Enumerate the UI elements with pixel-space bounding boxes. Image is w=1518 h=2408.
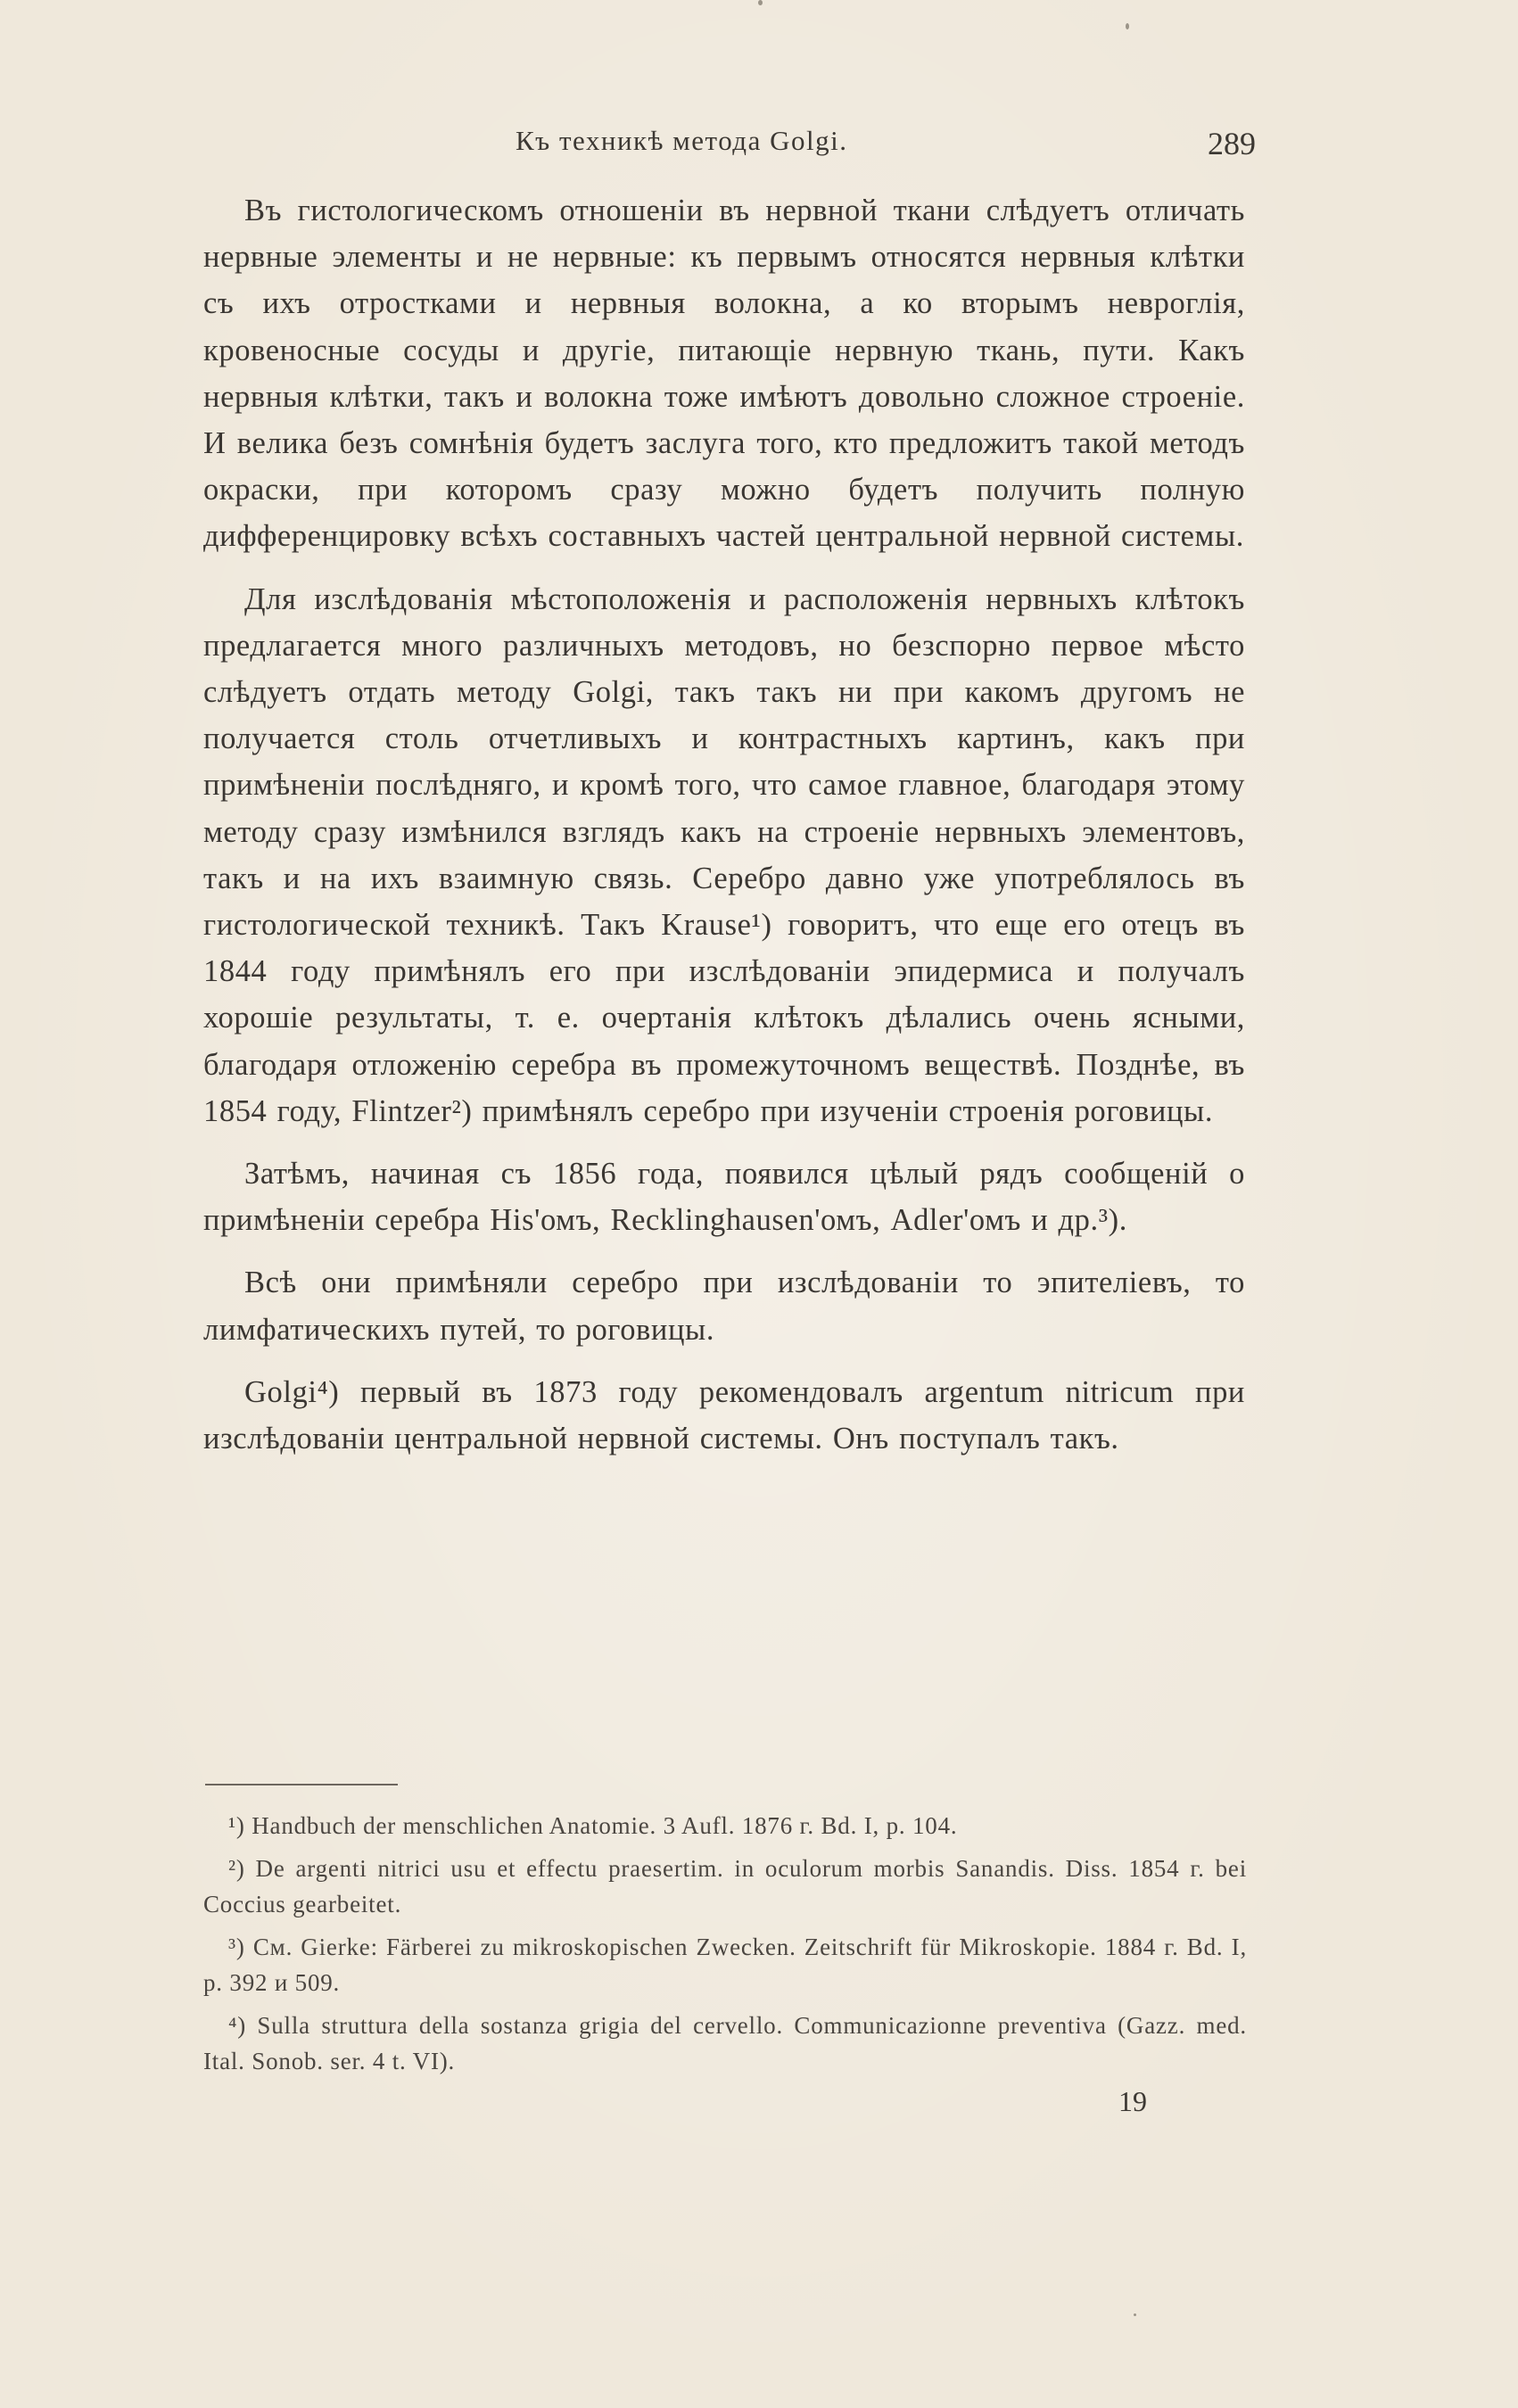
running-head: Къ техникѣ метода Golgi.	[516, 125, 848, 156]
footnotes	[203, 1808, 1247, 2086]
footnote: ¹) Handbuch der menschlichen Anatomie. 3 Aufl. 1876 г. Bd. I, p. 104.	[228, 1812, 958, 1839]
footnote-divider	[205, 1784, 398, 1785]
paragraph: Въ гистологическомъ отношеніи въ нервной ткани слѣдуетъ отличать нервные элементы и не нервные: къ первымъ относятся нервныя клѣтки съ ихъ отростками и нервныя волокна, а ко вторымъ невроглія, кровеносные сосуды и другіе, питающіе нервную ткань, пути. Какъ нервныя клѣтки, такъ и волокна тоже имѣютъ довольно сложное строеніе. И велика безъ сомнѣнія будетъ заслуга того, кто предложитъ такой методъ окраски, при которомъ сразу можно будетъ получить полную дифференцировку всѣхъ составныхъ частей центральной нервной системы.	[203, 194, 1245, 554]
paper-speck	[1134, 2313, 1136, 2316]
footnote: ²) De argenti nitrici usu et effectu praesertim. in oculorum morbis Sanandis. Diss. 1854 г. bei Coccius gearbeitet.	[203, 1855, 1247, 1917]
paragraph: Для изслѣдованія мѣстоположенія и расположенія нервныхъ клѣтокъ предлагается много различныхъ методовъ, но безспорно первое мѣсто слѣдуетъ отдать методу Golgi, такъ такъ ни при какомъ другомъ не получается столь отчетливыхъ и контрастныхъ картинъ, какъ при примѣненіи послѣдняго, и кромѣ того, что самое главное, благодаря этому методу сразу измѣнился взглядъ какъ на строеніе нервныхъ элементовъ, такъ и на ихъ взаимную связь. Серебро давно уже употреблялось въ гистологической техникѣ. Такъ Krause¹) говоритъ, что еще его отецъ въ 1844 году примѣнялъ его при изслѣдованіи эпидермиса и получалъ хорошіе результаты, т. е. очертанія клѣтокъ дѣлались очень ясными, благодаря отложенію серебра въ промежуточномъ веществѣ. Позднѣе, въ 1854 году, Flintzer²) примѣнялъ серебро при изученіи строенія роговицы.	[203, 581, 1245, 1128]
paragraph: Всѣ они примѣняли серебро при изслѣдованіи то эпителіевъ, то лимфатическихъ путей, то роговицы.	[203, 1266, 1245, 1347]
body-text	[203, 187, 1245, 1478]
footnote: ⁴) Sulla struttura della sostanza grigia del cervello. Communicazionne preventiva (Gazz. med. Ital. Sonob. ser. 4 t. VI).	[203, 2012, 1247, 2074]
footnote: ³) См. Gierke: Färberei zu mikroskopischen Zwecken. Zeitschrift für Mikroskopie. 1884 г. Bd. I, p. 392 и 509.	[203, 1934, 1247, 1996]
paragraph: Затѣмъ, начиная съ 1856 года, появился цѣлый рядъ сообщеній о примѣненіи серебра His'омъ, Recklinghausen'омъ, Adler'омъ и др.³).	[203, 1157, 1245, 1238]
paragraph: Golgi⁴) первый въ 1873 году рекомендовалъ argentum nitricum при изслѣдованіи центральной нервной системы. Онъ поступалъ такъ.	[203, 1374, 1245, 1456]
page-number: 289	[1208, 126, 1256, 161]
signature-mark: 19	[1118, 2085, 1147, 2117]
paper-speck	[1126, 23, 1129, 29]
paper-speck	[758, 0, 763, 5]
